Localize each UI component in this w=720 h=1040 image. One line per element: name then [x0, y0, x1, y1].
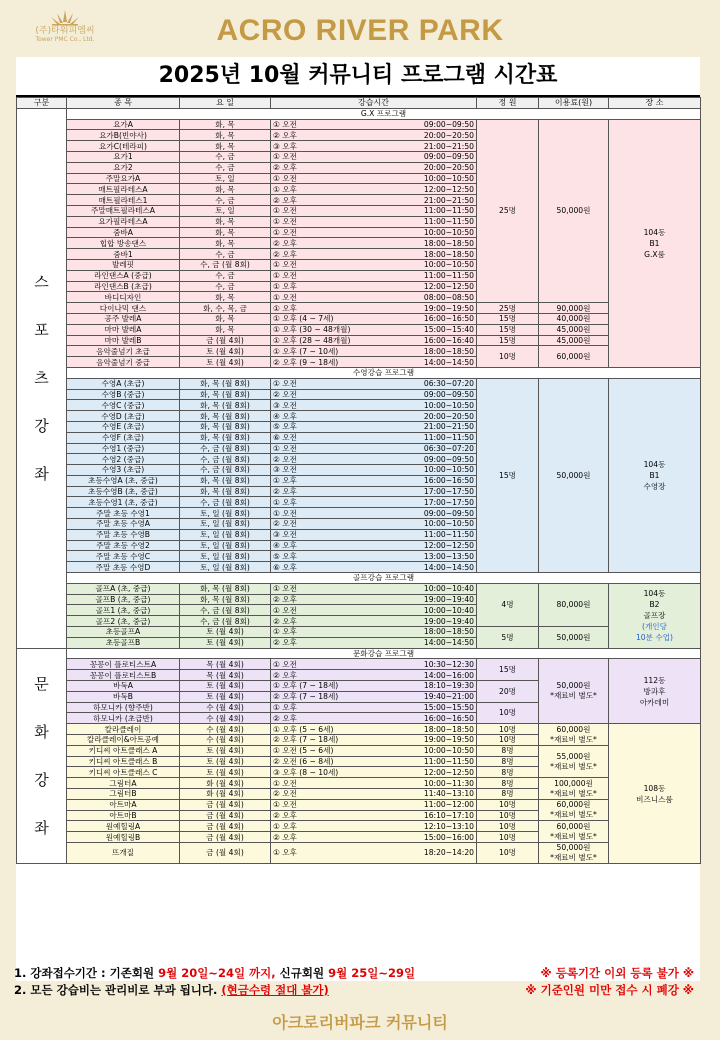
time-cell: ① 오후 15:00~15:50 — [271, 702, 477, 713]
program-name: 하모니카 (초급반) — [67, 713, 180, 724]
time-cell: ② 오후 16:10~17:10 — [271, 810, 477, 821]
program-name: 줌바A — [67, 227, 180, 238]
time-cell: ① 오전 09:00~09:50 — [271, 119, 477, 130]
column-header: 이용료(원) — [539, 98, 609, 109]
time-cell: ③ 오전 10:00~10:50 — [271, 465, 477, 476]
fee-cell: 60,000원 *재료비 별도* — [539, 821, 609, 843]
program-days: 수, 금 (월 8회) — [180, 259, 271, 270]
program-days: 화, 수, 목, 금 — [180, 303, 271, 314]
program-name: 주말요가A — [67, 173, 180, 184]
program-name: 수영C (중급) — [67, 400, 180, 411]
section-header-row — [17, 573, 701, 584]
capacity-cell: 10명 — [477, 832, 539, 843]
program-name: 수영1 (중급) — [67, 443, 180, 454]
time-cell: ① 오후 (7 ~ 10세) 18:00~18:50 — [271, 346, 477, 357]
fee-cell: 55,000원 *재료비 별도* — [539, 745, 609, 777]
fee-cell: 45,000원 — [539, 324, 609, 335]
program-name: 요가A — [67, 119, 180, 130]
fee-cell: 60,000원 *재료비 별도* — [539, 724, 609, 746]
program-name: 수영A (초급) — [67, 378, 180, 389]
program-days: 수, 금 (월 8회) — [180, 497, 271, 508]
time-cell: ① 오전 11:00~12:00 — [271, 799, 477, 810]
note-1 — [14, 965, 694, 981]
table-row — [17, 313, 701, 324]
program-days: 수, 금 — [180, 281, 271, 292]
note-2-label: 2. 모든 강습비는 관리비로 부과 됩니다. — [14, 983, 222, 997]
time-cell: ① 오후 16:00~16:50 — [271, 475, 477, 486]
program-days: 화, 목 (월 8회) — [180, 400, 271, 411]
time-cell: ② 오후 16:00~16:50 — [271, 713, 477, 724]
table-row — [17, 119, 701, 130]
program-name: 바디디자인 — [67, 292, 180, 303]
capacity-cell: 25명 — [477, 303, 539, 314]
column-header: 구분 — [17, 98, 67, 109]
program-name: 수영D (초급) — [67, 411, 180, 422]
time-cell: ① 오후 17:00~17:50 — [271, 497, 477, 508]
time-cell: ② 오후 14:00~14:50 — [271, 637, 477, 648]
program-name: 초등골프B — [67, 637, 180, 648]
time-cell: ② 오후 19:00~19:40 — [271, 594, 477, 605]
program-name: 원예힐링A — [67, 821, 180, 832]
time-cell: ① 오전 09:00~09:50 — [271, 151, 477, 162]
capacity-cell: 10명 — [477, 724, 539, 735]
program-days: 화, 목 (월 8회) — [180, 421, 271, 432]
section-header-row — [17, 648, 701, 659]
time-cell: ① 오후 18:20~14:20 — [271, 842, 477, 863]
time-cell: ① 오전 10:00~10:40 — [271, 583, 477, 594]
table-row — [17, 659, 701, 670]
capacity-cell: 8명 — [477, 767, 539, 778]
time-cell: ② 오후 (7 ~ 18세) 19:00~19:50 — [271, 735, 477, 746]
place-cell: 104동 B2 골프장 (개인당 10분 수업) — [609, 583, 701, 648]
program-days: 금 (월 4회) — [180, 832, 271, 843]
program-days: 금 (월 4회) — [180, 799, 271, 810]
time-cell: ② 오전 09:00~09:50 — [271, 389, 477, 400]
program-days: 수, 금 — [180, 249, 271, 260]
time-cell: ② 오후 15:00~16:00 — [271, 832, 477, 843]
place-cell: 112동 방과후 아카데미 — [609, 659, 701, 724]
capacity-cell: 5명 — [477, 627, 539, 649]
category-culture: 문 화 강 좌 — [17, 648, 67, 863]
note-1-new-label: 신규회원 — [275, 966, 329, 980]
program-days: 화, 목 — [180, 324, 271, 335]
time-cell: ② 오전 11:40~13:10 — [271, 789, 477, 800]
program-name: 초등수영B (초, 중급) — [67, 486, 180, 497]
program-name: 초등수영1 (초, 중급) — [67, 497, 180, 508]
program-days: 수 (월 4회) — [180, 702, 271, 713]
program-name: 키디씨 아트클래스 B — [67, 756, 180, 767]
fee-cell: 60,000원 *재료비 별도* — [539, 799, 609, 821]
time-cell: ② 오후 14:00~16:00 — [271, 670, 477, 681]
program-days: 화, 목 — [180, 292, 271, 303]
table-row — [17, 778, 701, 789]
schedule-sheet — [16, 57, 700, 981]
time-cell: ④ 오후 20:00~20:50 — [271, 411, 477, 422]
fee-cell: 90,000원 — [539, 303, 609, 314]
program-name: 마마 발레A — [67, 324, 180, 335]
capacity-cell: 25명 — [477, 119, 539, 303]
capacity-cell: 15명 — [477, 324, 539, 335]
note-1-existing-period: 9월 20일~24일 까지, — [158, 966, 276, 980]
time-cell: ① 오후 12:10~13:10 — [271, 821, 477, 832]
program-name: 수영2 (중급) — [67, 454, 180, 465]
time-cell: ① 오전 10:00~10:50 — [271, 227, 477, 238]
program-name: 키디씨 아트클래스 A — [67, 745, 180, 756]
fee-cell: 80,000원 — [539, 583, 609, 626]
program-name: 힙합 방송댄스 — [67, 238, 180, 249]
table-header-row — [17, 98, 701, 109]
program-days: 수, 금 (월 8회) — [180, 605, 271, 616]
capacity-cell: 10명 — [477, 346, 539, 368]
capacity-cell: 10명 — [477, 702, 539, 724]
time-cell: ① 오전 08:00~08:50 — [271, 292, 477, 303]
program-name: 요가C(테라피) — [67, 141, 180, 152]
time-cell: ① 오전 10:00~10:50 — [271, 259, 477, 270]
program-days: 목 (월 4회) — [180, 670, 271, 681]
time-cell: ① 오후 (5 ~ 6세) 18:00~18:50 — [271, 724, 477, 735]
capacity-cell: 10명 — [477, 799, 539, 810]
program-days: 수, 금 — [180, 151, 271, 162]
program-days: 수, 금 (월 8회) — [180, 465, 271, 476]
time-cell: ② 오전 (6 ~ 8세) 11:00~11:50 — [271, 756, 477, 767]
fee-cell: 100,000원 *재료비 별도* — [539, 778, 609, 800]
program-days: 토, 일 — [180, 205, 271, 216]
schedule-table — [16, 97, 701, 864]
program-name: 주말 초등 수영2 — [67, 540, 180, 551]
time-cell: ② 오후 20:00~20:50 — [271, 162, 477, 173]
section-header-row — [17, 367, 701, 378]
time-cell: ② 오후 18:00~18:50 — [271, 249, 477, 260]
program-days: 토 (월 4회) — [180, 756, 271, 767]
capacity-cell: 10명 — [477, 842, 539, 863]
program-name: 골프2 (초, 중급) — [67, 616, 180, 627]
program-days: 토 (월 4회) — [180, 627, 271, 638]
program-name: 골프A (초, 중급) — [67, 583, 180, 594]
program-name: 라인댄스A (중급) — [67, 270, 180, 281]
time-cell: ⑤ 오후 21:00~21:50 — [271, 421, 477, 432]
table-row — [17, 346, 701, 357]
program-days: 화, 목 — [180, 216, 271, 227]
place-cell: 108동 비즈니스룸 — [609, 724, 701, 864]
time-cell: ① 오전 10:00~10:40 — [271, 605, 477, 616]
program-days: 금 (월 4회) — [180, 810, 271, 821]
program-days: 토 (월 4회) — [180, 681, 271, 692]
footer-title: 아크로리버파크 커뮤니티 — [272, 1013, 448, 1032]
time-cell: ③ 오전 11:00~11:50 — [271, 529, 477, 540]
time-cell: ② 오후 (9 ~ 18세) 14:00~14:50 — [271, 357, 477, 368]
capacity-cell: 15명 — [477, 313, 539, 324]
table-row — [17, 627, 701, 638]
place-cell: 104동 B1 G.X룸 — [609, 119, 701, 367]
program-days: 토 (월 4회) — [180, 767, 271, 778]
program-name: 그림터A — [67, 778, 180, 789]
program-days: 수 (월 4회) — [180, 735, 271, 746]
program-days: 화, 목 (월 8회) — [180, 583, 271, 594]
time-cell: ② 오후 (7 ~ 18세) 19:40~21:00 — [271, 691, 477, 702]
table-row — [17, 821, 701, 832]
program-name: 하모니카 (향주반) — [67, 702, 180, 713]
time-cell: ⑥ 오후 14:00~14:50 — [271, 562, 477, 573]
program-days: 화, 목 (월 8회) — [180, 475, 271, 486]
column-header: 장 소 — [609, 98, 701, 109]
note-1-label: 1. 강좌접수기간 : 기존회원 — [14, 966, 159, 980]
time-cell: ① 오전 06:30~07:20 — [271, 443, 477, 454]
time-cell: ② 오후 20:00~20:50 — [271, 130, 477, 141]
program-days: 수, 금 — [180, 195, 271, 206]
program-name: 수영3 (초급) — [67, 465, 180, 476]
program-days: 토 (월 4회) — [180, 357, 271, 368]
program-name: 초등수영A (초, 중급) — [67, 475, 180, 486]
program-name: 수영E (초급) — [67, 421, 180, 432]
program-name: 라인댄스B (초급) — [67, 281, 180, 292]
program-days: 목 (월 4회) — [180, 659, 271, 670]
program-days: 수, 금 — [180, 270, 271, 281]
program-days: 화, 목 — [180, 313, 271, 324]
program-days: 수 (월 4회) — [180, 713, 271, 724]
table-row — [17, 324, 701, 335]
table-row — [17, 583, 701, 594]
program-name: 꽁꽁이 플로티스트A — [67, 659, 180, 670]
program-days: 화, 목 (월 8회) — [180, 594, 271, 605]
time-cell: ④ 오후 12:00~12:50 — [271, 540, 477, 551]
note-2-warning: ※ 기준인원 미만 접수 시 폐강 ※ — [525, 983, 694, 997]
program-days: 토, 일 (월 8회) — [180, 529, 271, 540]
table-row — [17, 799, 701, 810]
program-days: 화, 목 (월 8회) — [180, 411, 271, 422]
program-days: 토, 일 (월 8회) — [180, 562, 271, 573]
program-days: 토 (월 4회) — [180, 346, 271, 357]
program-days: 토, 일 (월 8회) — [180, 551, 271, 562]
program-days: 화, 목 (월 8회) — [180, 486, 271, 497]
program-name: 칼라클레이&아트공예 — [67, 735, 180, 746]
section-title: 수영강습 프로그램 — [67, 367, 701, 378]
program-name: 그림터B — [67, 789, 180, 800]
place-note: (개인당 10분 수업) — [635, 622, 674, 643]
program-name: 수영B (중급) — [67, 389, 180, 400]
time-cell: ① 오후 (7 ~ 18세) 18:10~19:30 — [271, 681, 477, 692]
time-cell: ① 오전 (5 ~ 6세) 10:00~10:50 — [271, 745, 477, 756]
time-cell: ① 오전 11:00~11:50 — [271, 270, 477, 281]
section-title: 골프강습 프로그램 — [67, 573, 701, 584]
program-name: 꽁꽁이 플로티스트B — [67, 670, 180, 681]
logo-text-en: Tower PMC Co., Ltd. — [35, 36, 95, 43]
table-row — [17, 842, 701, 863]
program-name: 아트마A — [67, 799, 180, 810]
time-cell: ⑤ 오후 13:00~13:50 — [271, 551, 477, 562]
program-days: 금 (월 4회) — [180, 842, 271, 863]
capacity-cell: 20명 — [477, 681, 539, 703]
time-cell: ① 오후 19:00~19:50 — [271, 303, 477, 314]
fee-cell: 50,000원 — [539, 627, 609, 649]
program-name: 마마 발레B — [67, 335, 180, 346]
program-days: 수, 금 (월 8회) — [180, 443, 271, 454]
program-days: 화 (월 4회) — [180, 778, 271, 789]
fee-cell: 50,000원 — [539, 378, 609, 572]
program-name: 원예힐링B — [67, 832, 180, 843]
program-name: 주말 초등 수영B — [67, 529, 180, 540]
time-cell: ① 오후 12:00~12:50 — [271, 281, 477, 292]
fee-cell: 60,000원 — [539, 346, 609, 368]
place-cell: 104동 B1 수영장 — [609, 378, 701, 572]
program-days: 금 (월 4회) — [180, 335, 271, 346]
program-days: 수, 금 — [180, 162, 271, 173]
capacity-cell: 10명 — [477, 821, 539, 832]
program-days: 토, 일 — [180, 173, 271, 184]
program-days: 토 (월 4회) — [180, 745, 271, 756]
time-cell: ② 오전 10:00~10:50 — [271, 519, 477, 530]
program-days: 화 (월 4회) — [180, 789, 271, 800]
program-days: 수, 금 (월 8회) — [180, 616, 271, 627]
program-name: 공주 발레A — [67, 313, 180, 324]
capacity-cell: 8명 — [477, 745, 539, 756]
table-row — [17, 745, 701, 756]
column-header: 요 일 — [180, 98, 271, 109]
program-days: 화, 목 — [180, 141, 271, 152]
program-days: 토, 일 (월 8회) — [180, 508, 271, 519]
program-days: 화, 목 (월 8회) — [180, 389, 271, 400]
program-name: 줌바1 — [67, 249, 180, 260]
program-days: 화, 목 (월 8회) — [180, 378, 271, 389]
fee-cell: 40,000원 — [539, 313, 609, 324]
table-row — [17, 724, 701, 735]
program-days: 화, 목 (월 8회) — [180, 432, 271, 443]
time-cell: ① 오전 11:00~11:50 — [271, 205, 477, 216]
fee-cell: 50,000원 *재료비 별도* — [539, 659, 609, 724]
program-days: 토 (월 4회) — [180, 637, 271, 648]
program-days: 화, 목 — [180, 130, 271, 141]
program-name: 주말 초등 수영D — [67, 562, 180, 573]
capacity-cell: 8명 — [477, 778, 539, 789]
column-header: 종 목 — [67, 98, 180, 109]
program-days: 금 (월 4회) — [180, 821, 271, 832]
section-header-row — [17, 108, 701, 119]
program-name: 음악줄넘기 초급 — [67, 346, 180, 357]
time-cell: ① 오전 10:00~10:50 — [271, 173, 477, 184]
program-days: 수 (월 4회) — [180, 724, 271, 735]
time-cell: ① 오전 11:00~11:50 — [271, 216, 477, 227]
program-days: 화, 목 — [180, 227, 271, 238]
program-name: 골프1 (초, 중급) — [67, 605, 180, 616]
capacity-cell: 4명 — [477, 583, 539, 626]
fee-cell: 50,000원 *재료비 별도* — [539, 842, 609, 863]
program-days: 토, 일 (월 8회) — [180, 519, 271, 530]
program-name: 주말 초등 수영1 — [67, 508, 180, 519]
program-name: 발레핏 — [67, 259, 180, 270]
capacity-cell: 8명 — [477, 789, 539, 800]
capacity-cell: 15명 — [477, 335, 539, 346]
program-name: 수영F (초급) — [67, 432, 180, 443]
program-name: 요가B(빈야사) — [67, 130, 180, 141]
time-cell: ① 오전 09:00~09:50 — [271, 508, 477, 519]
program-days: 화, 목 — [180, 184, 271, 195]
time-cell: ② 오후 21:00~21:50 — [271, 195, 477, 206]
program-name: 주말 초등 수영C — [67, 551, 180, 562]
program-name: 음악줄넘기 중급 — [67, 357, 180, 368]
time-cell: ① 오후 (4 ~ 7세) 16:00~16:50 — [271, 313, 477, 324]
program-name: 요가1 — [67, 151, 180, 162]
program-days: 화, 목 — [180, 238, 271, 249]
program-name: 아트마B — [67, 810, 180, 821]
fee-cell: 50,000원 — [539, 119, 609, 303]
time-cell: ② 오후 17:00~17:50 — [271, 486, 477, 497]
capacity-cell: 15명 — [477, 659, 539, 681]
table-row — [17, 335, 701, 346]
fee-cell: 45,000원 — [539, 335, 609, 346]
program-name: 칼라클레이 — [67, 724, 180, 735]
table-row — [17, 303, 701, 314]
program-name: 매트필라테스1 — [67, 195, 180, 206]
program-days: 토 (월 4회) — [180, 691, 271, 702]
capacity-cell: 10명 — [477, 735, 539, 746]
program-name: 바둑B — [67, 691, 180, 702]
page-title: 2025년 10월 커뮤니티 프로그램 시간표 — [16, 57, 700, 97]
time-cell: ③ 오후 21:00~21:50 — [271, 141, 477, 152]
program-name: 주말 초등 수영A — [67, 519, 180, 530]
time-cell: ⑥ 오전 11:00~11:50 — [271, 432, 477, 443]
program-days: 토, 일 (월 8회) — [180, 540, 271, 551]
time-cell: ① 오전 10:00~11:30 — [271, 778, 477, 789]
note-2 — [14, 982, 694, 998]
time-cell: ③ 오전 10:00~10:50 — [271, 400, 477, 411]
section-title: 문화강습 프로그램 — [67, 648, 701, 659]
time-cell: ② 오후 18:00~18:50 — [271, 238, 477, 249]
note-2-cash-warning: (현금수령 절대 불가) — [221, 983, 329, 997]
program-name: 요가2 — [67, 162, 180, 173]
logo-text-ko: (주)타워피엠씨 — [35, 26, 95, 36]
category-sports: 스 포 츠 강 좌 — [17, 108, 67, 648]
time-cell: ① 오후 (30 ~ 48개월) 15:00~15:40 — [271, 324, 477, 335]
time-cell: ③ 오후 (8 ~ 10세) 12:00~12:50 — [271, 767, 477, 778]
program-name: 매트필라테스A — [67, 184, 180, 195]
program-name: 바둑A — [67, 681, 180, 692]
brand-title: ACRO RIVER PARK — [216, 14, 504, 47]
program-days: 화, 목 — [180, 119, 271, 130]
column-header: 정 원 — [477, 98, 539, 109]
program-name: 다이나믹 댄스 — [67, 303, 180, 314]
program-name: 주말매트필라테스A — [67, 205, 180, 216]
table-row — [17, 378, 701, 389]
note-1-warning: ※ 등록기간 이외 등록 불가 ※ — [540, 966, 694, 980]
program-name: 뜨개질 — [67, 842, 180, 863]
time-cell: ① 오전 06:30~07:20 — [271, 378, 477, 389]
column-header: 강습시간 — [271, 98, 477, 109]
program-name: 요가필라테스A — [67, 216, 180, 227]
program-name: 골프B (초, 중급) — [67, 594, 180, 605]
capacity-cell: 15명 — [477, 378, 539, 572]
capacity-cell: 10명 — [477, 810, 539, 821]
time-cell: ② 오후 19:00~19:40 — [271, 616, 477, 627]
program-name: 키디씨 아트클래스 C — [67, 767, 180, 778]
note-1-new-period: 9월 25일~29일 — [328, 966, 416, 980]
time-cell: ① 오후 12:00~12:50 — [271, 184, 477, 195]
time-cell: ② 오전 09:00~09:50 — [271, 454, 477, 465]
time-cell: ① 오전 10:30~12:30 — [271, 659, 477, 670]
time-cell: ① 오후 (28 ~ 48개월) 16:00~16:40 — [271, 335, 477, 346]
time-cell: ① 오후 18:00~18:50 — [271, 627, 477, 638]
program-days: 수, 금 (월 8회) — [180, 454, 271, 465]
section-title: G.X 프로그램 — [67, 108, 701, 119]
capacity-cell: 8명 — [477, 756, 539, 767]
program-name: 초등골프A — [67, 627, 180, 638]
